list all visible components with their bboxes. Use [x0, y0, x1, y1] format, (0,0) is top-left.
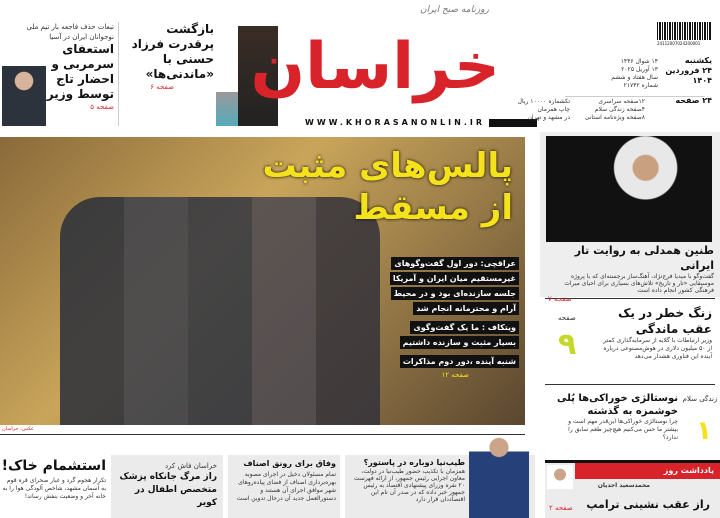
headline: راز مرگ جانکاه پزشک متخصص اطفال در کویر: [119, 472, 217, 508]
quotes: [379, 257, 519, 380]
quote: شنبه آینده ،دور دوم مذاکرات: [400, 355, 519, 368]
info: ۱۲صفحه سراسری: [598, 98, 645, 105]
bottom-story-dust[interactable]: [0, 455, 108, 518]
author: محمدسعید احدیان: [597, 482, 650, 489]
info: ۴صفحه زندگی سلام: [594, 106, 645, 113]
issue-info: [578, 58, 658, 90]
tayebnia-text: [347, 457, 465, 503]
top-left-story[interactable]: [0, 22, 118, 126]
page-number: ۹: [558, 327, 577, 362]
page-count: ۲۴ صفحه: [675, 96, 712, 105]
person-photo: [469, 435, 529, 518]
body: همزمان با تکذیب حضور طیب‌نیا در دولت، معاون اجرایی رئیس جمهور، از ارائه فهرست ۲۰ نفره وزرای پیشنهادی اقتصاد به رئیس جمهور خبر داده که در صدر آن نام این اقتصاددان قرار دارد: [353, 468, 465, 503]
headline: طنین همدلی به روایت تار ایرانی: [574, 244, 714, 272]
quote: جلسه سازنده‌ای بود و در محیط: [391, 287, 519, 300]
url-text[interactable]: WWW.KHORASANONLIN.IR: [305, 118, 485, 127]
headline: طیب‌نیا دوباره در پاستور؟: [363, 458, 465, 467]
body: تمام مسئولان دخیل در اجرای مصوبه بهره‌برداری اصناف از فضای پیاده‌روهای شهر موافق اجرای آن هستند و دستورالعمل جدید آن درحال تدوین است: [236, 471, 336, 502]
info: ۱۳ آوریل ۲۰۲۵: [621, 66, 658, 73]
divider: [545, 384, 715, 385]
info: ۱۴ شوال ۱۴۴۶: [620, 58, 658, 65]
zang-story[interactable]: [540, 305, 720, 383]
body: گفت‌وگو با میدیا فرج‌نژاد، آهنگ‌ساز برجسته‌ای که با پروژه موسیقایی «تار و تاریخ» تلاش‌های بسیاری برای احیای میراث فرهنگی کشور انجام داده است: [564, 273, 714, 294]
headline: استشمام خاک!: [1, 458, 106, 474]
main-photo[interactable]: [0, 137, 525, 425]
daily-note[interactable]: [545, 460, 720, 518]
weekday: یکشنبه: [684, 56, 712, 65]
musician-photo: [546, 136, 712, 242]
headline: راز عقب نشینی ترامپ: [586, 498, 710, 511]
kicker: خراسان فاش کرد: [164, 462, 217, 470]
headline: استعفای سرمربی و احضار تاج توسط وزیر: [46, 42, 114, 101]
quote: عراقچی: دور اول گفت‌وگوهای: [391, 257, 519, 270]
author-photo: [547, 465, 573, 489]
headline-line: از مسقط: [353, 188, 513, 228]
page-ref: صفحه ۵: [90, 103, 114, 111]
quote: ویتکاف : ما یک گفت‌وگوی: [410, 321, 519, 334]
section-label: زندگی سلام: [682, 395, 718, 403]
divider: [118, 22, 119, 126]
bottom-story-asnaf[interactable]: [228, 455, 340, 518]
headline: زنگ خطر در یک عقب ماندگی: [618, 306, 712, 336]
day: ۲۴ فروردین: [665, 66, 712, 75]
logo: خراسان: [250, 30, 500, 104]
person-photo: [2, 66, 46, 126]
nostalgia-story[interactable]: [540, 390, 720, 454]
page-ref: صفحه ۷: [548, 295, 572, 303]
section-label: صفحه: [558, 314, 576, 322]
photo-credit: عکس: خراسان: [2, 426, 35, 432]
page-number: ۱: [696, 416, 712, 446]
issue-info-2: [585, 98, 645, 122]
top-mid-text: [122, 22, 214, 92]
headline-line: پالس‌های مثبت: [262, 146, 513, 186]
main-headline: [262, 145, 513, 229]
page-ref: صفحه ۲: [549, 504, 573, 512]
barcode-number: 24112007024200001: [657, 41, 701, 46]
barcode: [657, 22, 712, 40]
quote: آرام و محترمانه انجام شد: [413, 302, 519, 315]
zang-text: [600, 305, 712, 361]
info: چاپ همزمان: [537, 106, 570, 113]
kicker: تبعات حذف فاجعه بار تیم ملی نوجوانان ایران در آسیا: [26, 23, 114, 41]
note-label: یادداشت روز: [663, 466, 714, 475]
body: وزیر ارتباطات با گلایه از سرمایه‌گذاری کمتر از ۵۰ میلیون دلاری در هوش‌مصنوعی درباره آینده این فناوری هشدار می‌دهد: [603, 337, 712, 360]
tagline: روزنامه صبح ایران: [420, 5, 489, 15]
tanin-story[interactable]: [540, 132, 720, 303]
page-ref: صفحه ۱۲: [441, 371, 469, 379]
info: سال هفتاد و ششم: [611, 74, 658, 81]
body: چرا نوستالژی خوراکی‌ها این‌قدر مهم است و بیشتر ما حس می‌کنیم هیچ‌چیز طعم سابق را ندارد؟: [568, 418, 678, 441]
headline: بازگشت پرقدرت فرزاد حسنی با «ماندنی‌ها»: [131, 22, 214, 81]
headline: نوستالژی خوراکی‌ها پُلی خوشمزه به گذشته: [556, 393, 678, 417]
stage-prop: [216, 92, 238, 126]
divider: [0, 434, 525, 435]
info: ۸صفحه ویژه‌نامه استانی: [584, 114, 645, 121]
issue-info-3: [518, 98, 570, 122]
quote: بسیار مثبت و سازنده داشتیم: [400, 336, 519, 349]
body: تکرار هجوم گرد و غبار صحرای قره قوم به آسمان مشهد، شاخص آلودگی هوا را به خانه آخر و وضعیت بنفش رساند!: [2, 477, 106, 500]
site-url[interactable]: [305, 117, 537, 128]
people: [60, 197, 380, 425]
year: ۱۴۰۴: [692, 76, 712, 85]
tanin-text: [548, 243, 714, 304]
nostalgia-text: [554, 392, 678, 442]
info: در مشهد و تهران: [527, 114, 570, 121]
headline: وفاق برای رونق اصناف: [243, 459, 336, 468]
quote: غیرمستقیم میان ایران و آمریکا: [390, 272, 519, 285]
bottom-story-doctor[interactable]: [111, 455, 223, 518]
bottom-story-tayebnia[interactable]: [345, 455, 535, 518]
info: تکشماره ۱۰۰۰۰ ریال: [517, 98, 570, 105]
date-block: [665, 56, 712, 106]
info: شماره ۲۱۷۴۲: [623, 82, 658, 89]
page-ref: صفحه ۶: [150, 83, 174, 91]
